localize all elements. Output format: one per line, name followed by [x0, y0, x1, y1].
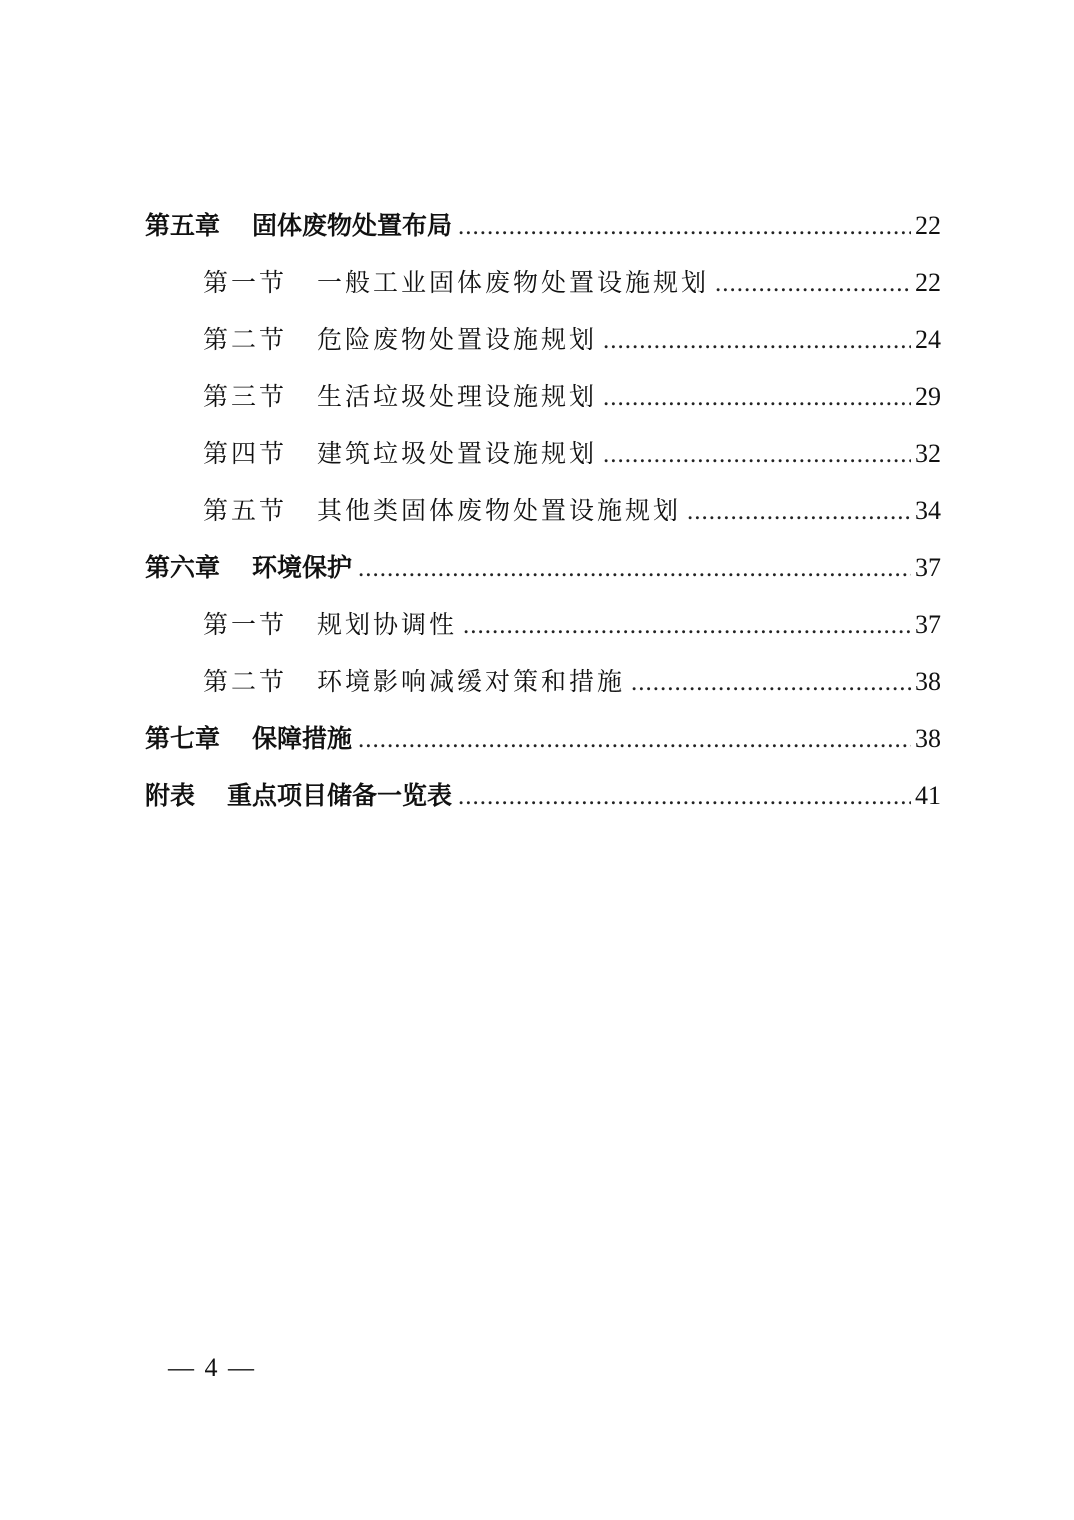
- dot-leader: [715, 261, 911, 306]
- entry-title: 其他类固体废物处置设施规划: [317, 496, 682, 525]
- entry-title: 重点项目储备一览表: [227, 781, 453, 810]
- toc-entry-chapter-6[interactable]: [145, 545, 941, 602]
- toc-entry-section-5-5[interactable]: [145, 488, 941, 545]
- dot-leader: [358, 546, 911, 591]
- entry-label: 第一节: [203, 610, 288, 639]
- entry-page-number: 22: [915, 268, 941, 297]
- entry-title: 危险废物处置设施规划: [317, 325, 598, 354]
- entry-label: 第二节: [203, 667, 288, 696]
- dot-leader: [687, 489, 911, 534]
- entry-label: 第二节: [203, 325, 288, 354]
- entry-page-number: 38: [915, 724, 941, 753]
- entry-page-number: 38: [915, 667, 941, 696]
- entry-title: 固体废物处置布局: [252, 211, 453, 240]
- toc-entry-section-5-1[interactable]: [145, 260, 941, 317]
- dot-leader: [603, 375, 911, 420]
- entry-page-number: 32: [915, 439, 941, 468]
- dot-leader: [458, 774, 911, 819]
- toc-entry-section-6-2[interactable]: [145, 659, 941, 716]
- entry-page-number: 22: [915, 211, 941, 240]
- entry-label: 第六章: [145, 553, 221, 582]
- toc-entry-section-6-1[interactable]: [145, 602, 941, 659]
- entry-page-number: 34: [915, 496, 941, 525]
- entry-label: 第五章: [145, 211, 221, 240]
- entry-label: 第四节: [203, 439, 288, 468]
- toc-entry-chapter-5[interactable]: [145, 203, 941, 260]
- entry-page-number: 29: [915, 382, 941, 411]
- entry-label: 第一节: [203, 268, 288, 297]
- entry-title: 保障措施: [252, 724, 353, 753]
- entry-page-number: 24: [915, 325, 941, 354]
- toc-entry-chapter-7[interactable]: [145, 716, 941, 773]
- entry-label: 第五节: [203, 496, 288, 525]
- entry-page-number: 37: [915, 610, 941, 639]
- toc-entry-section-5-3[interactable]: [145, 374, 941, 431]
- toc-entry-section-5-2[interactable]: [145, 317, 941, 374]
- toc-entry-section-5-4[interactable]: [145, 431, 941, 488]
- entry-page-number: 41: [915, 781, 941, 810]
- entry-title: 一般工业固体废物处置设施规划: [317, 268, 710, 297]
- entry-title: 环境保护: [252, 553, 353, 582]
- page-number-footer: — 4 —: [168, 1353, 256, 1382]
- entry-label: 附表: [145, 781, 196, 810]
- dot-leader: [358, 717, 911, 762]
- dot-leader: [631, 660, 911, 705]
- entry-label: 第七章: [145, 724, 221, 753]
- toc-entry-appendix[interactable]: [145, 773, 941, 830]
- dot-leader: [463, 603, 911, 648]
- entry-page-number: 37: [915, 553, 941, 582]
- entry-label: 第三节: [203, 382, 288, 411]
- entry-title: 生活垃圾处理设施规划: [317, 382, 598, 411]
- entry-title: 建筑垃圾处置设施规划: [317, 439, 598, 468]
- table-of-contents: [145, 203, 941, 830]
- dot-leader: [603, 318, 911, 363]
- dot-leader: [603, 432, 911, 477]
- dot-leader: [458, 204, 911, 249]
- entry-title: 环境影响减缓对策和措施: [317, 667, 626, 696]
- entry-title: 规划协调性: [317, 610, 458, 639]
